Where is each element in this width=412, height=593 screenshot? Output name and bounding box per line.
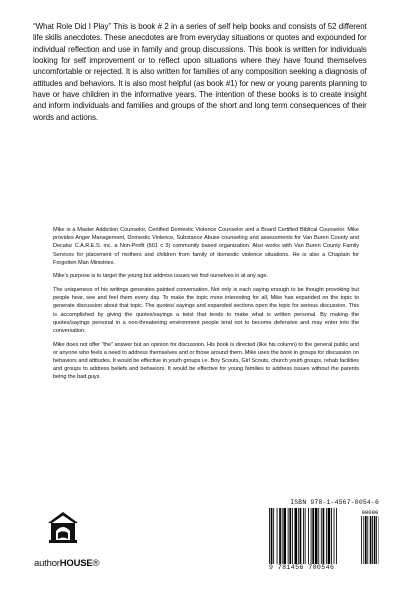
barcode-bar	[328, 508, 331, 564]
house-book-icon	[47, 511, 79, 545]
barcode-bar	[289, 508, 291, 564]
barcode-bar	[271, 508, 273, 564]
publisher-name-part2: HOUSE	[59, 558, 93, 569]
addon-bar	[370, 516, 372, 564]
barcode-bar	[336, 508, 337, 564]
price-code: 90000	[361, 509, 379, 516]
addon-bar	[363, 516, 364, 564]
bio-paragraph-3: The uniqueness of his writings generates painted conversation. Not only is each saying enough to be thought provoking but people hear, see and feel them every day. To make the topic more interesting for all, Mike has expanded on the topic to generate discussion about that topic. The quotes/ sayings and expanded sections open the topic for serious discussion. This is accomplished by giving the quotes/sayings a twist that tends to make what is written personal. By making the quotes/sayings personal in a non-threatening environment people tend not to become defensive and may enter into the conversation.	[53, 287, 359, 335]
barcode-bar	[295, 508, 298, 564]
addon-bar	[372, 516, 373, 564]
bio-paragraph-1: Mike is a Master Addiction Counselor, Certified Domestic Violence Counselor and a Board Certified Biblical Counselor. Mike provides Anger Management, Domestic Violence, Substance Abuse counseling and assessments for Van Buren County and Decatur C.A.R.E.S. inc. a Non-Profit (501 c 3) community based organization. Also works with Van Buren County Family Services for placement of mothers and children from family of domestic violence situations. He is also a Chaplain for Forgotten Man Ministries.	[53, 227, 359, 266]
barcode	[269, 499, 379, 573]
barcode-bar	[308, 508, 309, 564]
barcode-bar	[283, 508, 286, 564]
bio-paragraph-4: Mike does not offer “the” answer but an opinion for discussion. His book is directed (like his column) to the general public and or anyone who feels a need to address themselves and or those around them. Mike uses the book in groups for discussion on behaviors and attitudes. It would be effective in youth groups i.e. Boy Scouts, Girl Scouts, church youth groups, rehab facilities and groups to address beliefs and behaviors. It would be effective for young families to address issues without the parents being the bad guys.	[53, 341, 359, 381]
isbn-text: ISBN 978-1-4567-0054-6	[290, 499, 379, 506]
author-bio	[53, 226, 359, 387]
publisher-name-part1: author	[34, 558, 60, 569]
addon-bar	[361, 516, 362, 564]
book-description	[33, 21, 367, 123]
bio-paragraph-2: Mike’s purpose is to target the young but address issues we find ourselves in at any age.	[53, 273, 268, 280]
barcode-bar	[315, 508, 318, 564]
addon-bar	[367, 516, 368, 564]
barcode-bar	[282, 508, 283, 564]
addon-bar	[376, 516, 377, 564]
barcode-bar	[269, 508, 270, 564]
barcode-bar	[303, 508, 304, 564]
registered-mark: ®	[92, 558, 100, 569]
barcode-bar	[300, 508, 302, 564]
barcode-bar	[292, 508, 293, 564]
publisher-logo	[34, 511, 100, 573]
barcode-bar	[318, 508, 319, 564]
addon-bar	[374, 516, 376, 564]
barcode-bar	[334, 508, 335, 564]
barcode-bar	[288, 508, 289, 564]
barcode-bar	[311, 508, 312, 564]
barcode-digits: 9 781456 700546	[269, 564, 335, 571]
barcode-bar	[305, 508, 306, 564]
barcode-bars	[269, 508, 379, 566]
barcode-bar	[331, 508, 332, 564]
barcode-bar	[321, 508, 322, 564]
description-paragraph: “What Role Did I Play” This is book # 2 in a series of self help books and consists of 52 different life skills anecdotes. These anecdotes are from everyday situations or quotes and expounded for individual reflection and use in family and group discussions. This book is written for individuals looking for self improvement or to reflect upon situations where they have found themselves uncomfortable or rejected. It is also written for families of any composition seeking a diagnosis of attitudes and behaviors. It is also most helpful (as book #1) for new or young parents planning to have or have children in the informative years. The intention of these books is to create insight and inform individuals and families and groups of the short and long term consequences of their words and actions.	[33, 22, 367, 122]
barcode-bar	[273, 508, 274, 564]
publisher-name	[34, 558, 98, 569]
barcode-bar	[277, 508, 278, 564]
addon-bar	[365, 516, 367, 564]
barcode-bar	[323, 508, 325, 564]
barcode-bar	[279, 508, 281, 564]
barcode-bar	[326, 508, 327, 564]
barcode-bar	[312, 508, 314, 564]
barcode-bar	[298, 508, 299, 564]
